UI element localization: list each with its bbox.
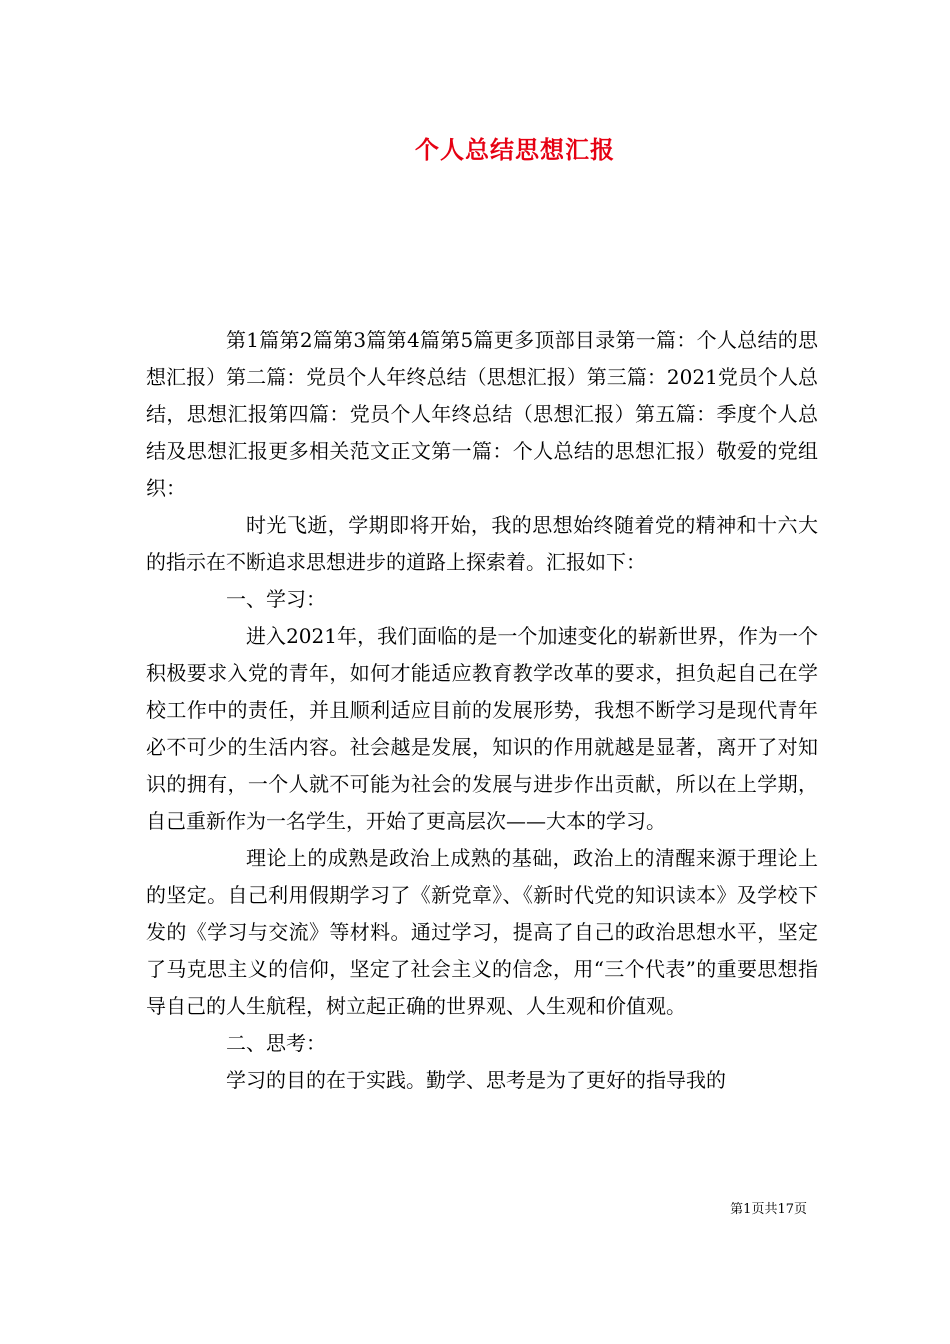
paragraph-thinking-1: 学习的目的在于实践。勤学、思考是为了更好的指导我的 (226, 1068, 726, 1092)
paragraph-study-2: 理论上的成熟是政治上成熟的基础，政治上的清醒来源于理论上的坚定。自己利用假期学习了《新党章》、《新时代党的知识读本》及学校下发的《学习与交流》等材料。通过学习，提高了自己的政治思想水平，坚定了马克思主义的信仰，坚定了社会主义的信念，用“三个代表”的重要思想指导自己的人生航程，树立起正确的世界观、人生观和价值观。 (146, 846, 818, 1018)
paragraph-intro: 时光飞逝，学期即将开始，我的思想始终随着党的精神和十六大的指示在不断追求思想进步的道路上探索着。汇报如下： (146, 513, 818, 574)
document-title: 个人总结思想汇报 (415, 135, 615, 164)
document-body (146, 322, 818, 1099)
section-heading-study: 一、学习： (226, 587, 326, 611)
page-number-footer: 第1页共17页 (730, 1202, 807, 1217)
paragraph-study-1: 进入2021年，我们面临的是一个加速变化的崭新世界，作为一个积极要求入党的青年，如何才能适应教育教学改革的要求，担负起自己在学校工作中的责任，并且顺利适应目前的发展形势，我想不断学习是现代青年必不可少的生活内容。社会越是发展，知识的作用就越是显著，离开了对知识的拥有，一个人就不可能为社会的发展与进步作出贡献，所以在上学期，自己重新作为一名学生，开始了更高层次——大本的学习。 (146, 624, 818, 833)
section-heading-thinking: 二、思考： (226, 1031, 326, 1055)
paragraph-toc: 第1篇第2篇第3篇第4篇第5篇更多顶部目录第一篇：个人总结的思想汇报）第二篇：党员个人年终总结（思想汇报）第三篇：2021党员个人总结，思想汇报第四篇：党员个人年终总结（思想汇报）第五篇：季度个人总结及思想汇报更多相关范文正文第一篇：个人总结的思想汇报）敬爱的党组织： (146, 328, 818, 500)
